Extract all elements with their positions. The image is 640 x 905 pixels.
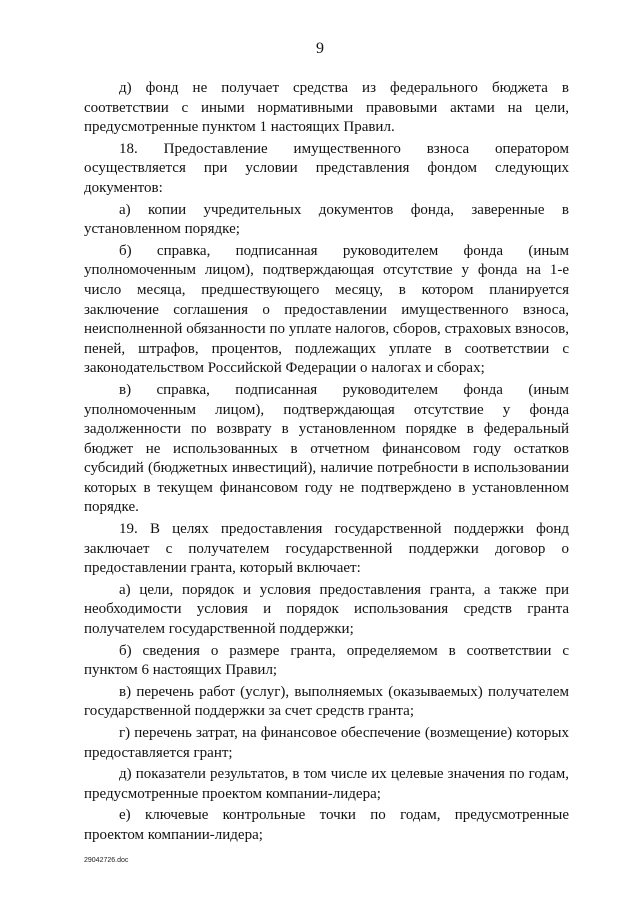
paragraph-19-v: в) перечень работ (услуг), выполняемых (оказываемых) получателем государственной поддержки за счет средств гранта; — [84, 683, 569, 720]
paragraph-19: 19. В целях предоставления государственной поддержки фонд заключает с получателем государственной поддержки договор о предоставлении гранта, который включает: — [84, 521, 569, 577]
paragraph-19-a: а) цели, порядок и условия предоставления гранта, а также при необходимости условия и порядок использования средств гранта получателем государственной поддержки; — [84, 581, 569, 638]
paragraph-19-g: г) перечень затрат, на финансовое обеспечение (возмещение) которых предоставляется грант; — [84, 725, 569, 761]
paragraph-d-fund-budget: д) фонд не получает средства из федерального бюджета в соответствии с иными нормативными правовыми актами на цели, предусмотренные пунктом 1 настоящих Правил. — [84, 80, 569, 136]
paragraph-19-d: д) показатели результатов, в том числе их целевые значения по годам, предусмотренные проектом компании-лидера; — [84, 766, 569, 802]
page-number: 9 — [316, 40, 324, 57]
document-body — [84, 79, 569, 848]
paragraph-19-b: б) сведения о размере гранта, определяемом в соответствии с пунктом 6 настоящих Правил; — [84, 642, 569, 679]
document-file-reference: 29042726.doc — [84, 857, 129, 864]
paragraph-19-e: е) ключевые контрольные точки по годам, предусмотренные проектом компании-лидера; — [84, 807, 569, 843]
paragraph-18-b: б) справка, подписанная руководителем фонда (иным уполномоченным лицом), подтверждающая отсутствие у фонда на 1-е число месяца, предшествующего месяцу, в котором планируется заключение соглашения о предоставлении имущественного взноса, неисполненной обязанности по уплате налогов, сборов, страховых взносов, пеней, штрафов, процентов, подлежащих уплате в соответствии с законодательством Российской Федерации о налогах и сборах; — [84, 242, 569, 377]
paragraph-18: 18. Предоставление имущественного взноса оператором осуществляется при условии представления фондом следующих документов: — [84, 140, 569, 196]
paragraph-18-v: в) справка, подписанная руководителем фонда (иным уполномоченным лицом), подтверждающая отсутствие у фонда задолженности по возврату в установленном порядке в федеральный бюджет не использованных в отчетном финансовом году остатков субсидий (бюджетных инвестиций), наличие потребности в использовании которых в текущем финансовом году не подтверждено в установленном порядке. — [84, 381, 569, 516]
paragraph-18-a: а) копии учредительных документов фонда, заверенные в установленном порядке; — [84, 201, 569, 238]
